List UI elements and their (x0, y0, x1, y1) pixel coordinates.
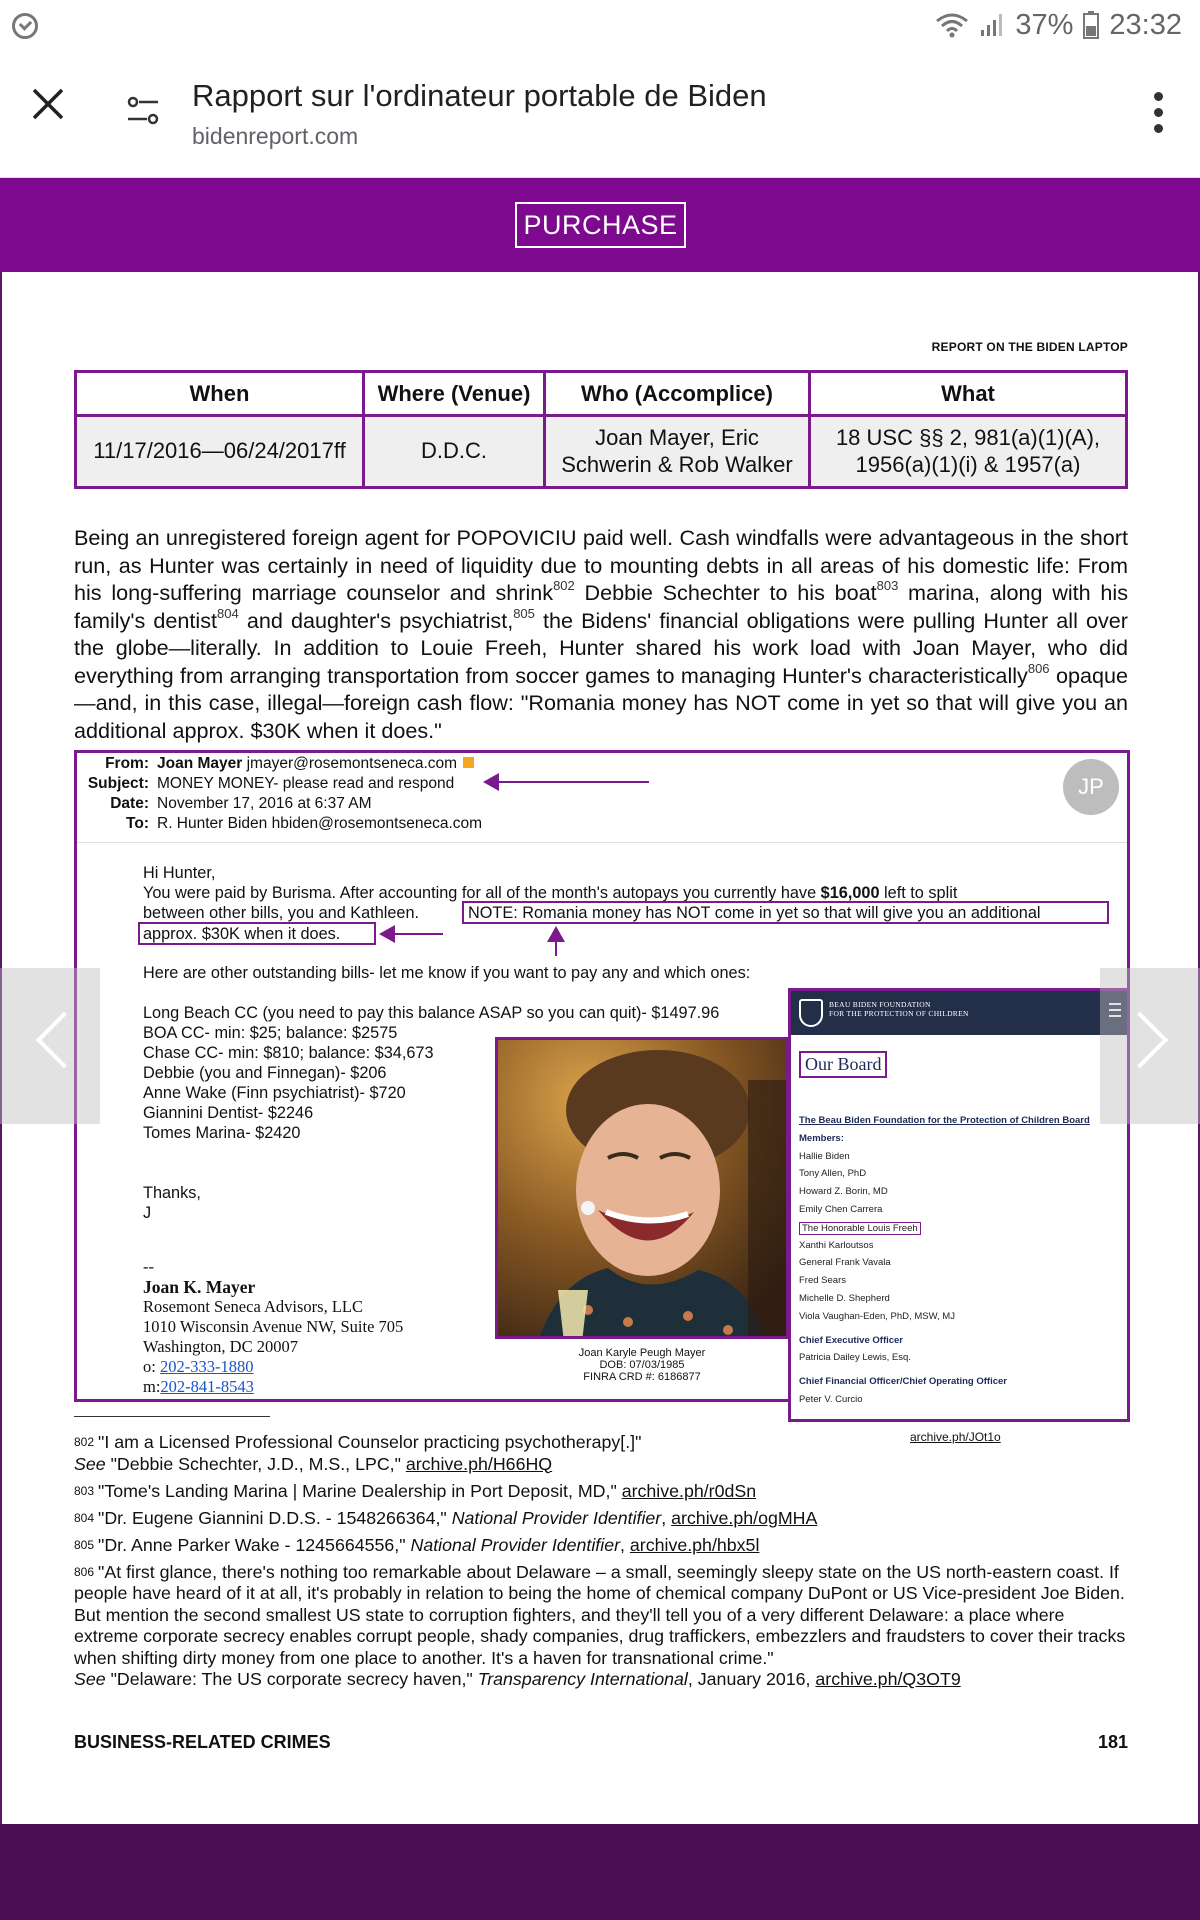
email-from-row: From: Joan Mayer jmayer@rosemontseneca.com (77, 755, 474, 773)
table-cell: 18 USC §§ 2, 981(a)(1)(A), 1956(a)(1)(i) & 1957(a) (810, 416, 1127, 488)
arrow-annotation (555, 928, 557, 956)
arrow-annotation (381, 933, 443, 935)
arrow-annotation (485, 781, 649, 783)
list-item: Fred Sears (799, 1275, 846, 1287)
table-cell: D.D.C. (364, 416, 545, 488)
table-header: When (76, 372, 364, 416)
footnote: $^{804}$ "Dr. Eugene Giannini D.D.S. - 1548266364," National Provider Identifier, archive.ph/ogMHA (74, 1507, 818, 1528)
mobile-phone-link[interactable]: 202-841-8543 (160, 1377, 254, 1396)
signature-name: Joan K. Mayer (143, 1277, 256, 1297)
email-signature: -- Joan K. Mayer Rosemont Seneca Advisors, LLC 1010 Wisconsin Avenue NW, Suite 705 Washington, DC 20007 o: 202-333-1880 m:202-841-8543 (143, 1257, 404, 1396)
close-icon[interactable] (28, 84, 68, 124)
status-right (935, 6, 1182, 44)
email-note: NOTE: Romania money has NOT come in yet so that will give you an additional (468, 904, 1041, 922)
list-item: Viola Vaughan-Eden, PhD, MSW, MJ (799, 1310, 955, 1322)
footnote-divider (74, 1416, 270, 1417)
email-line: You were paid by Burisma. After accounting for all of the month's autopays you currently have $16,000 left to split (143, 884, 958, 902)
custom-tab-toolbar (0, 50, 1200, 178)
archive-link[interactable]: archive.ph/H66HQ (405, 1453, 553, 1474)
list-item: Anne Wake (Finn psychiatrist)- $720 (143, 1084, 406, 1102)
list-item: Emily Chen Carrera (799, 1203, 883, 1215)
footnote-ref[interactable]: 806 (1027, 660, 1050, 676)
foundation-header (791, 991, 1127, 1035)
table-cell: 11/17/2016—06/24/2017ff (76, 416, 364, 488)
board-title: Our Board (799, 1051, 887, 1078)
foundation-logo-icon (799, 999, 823, 1027)
photo-caption: Joan Karyle Peugh Mayer DOB: 07/03/1985 FINRA CRD #: 6186877 (578, 1347, 706, 1383)
list-item (799, 1222, 1090, 1240)
office-phone-link[interactable]: 202-333-1880 (159, 1357, 254, 1376)
list-item: Tomes Marina- $2420 (143, 1124, 301, 1142)
list-item: Chase CC- min: $810; balance: $34,673 (143, 1044, 434, 1062)
list-item: BOA CC- min: $25; balance: $2575 (143, 1024, 398, 1042)
list-item: Giannini Dentist- $2246 (143, 1104, 314, 1122)
email-closing: Thanks, (143, 1184, 201, 1202)
footnote: $^{806}$ "At first glance, there's nothing too remarkable about Delaware – a small, seemingly sleepy state on the US north-eastern coast. If people have heard of it at all, it's probably in relation to being the home of chemical company DuPont or US Vice-president Joe Biden. But mention the second smallest US state to corruption fighters, and they'll tell you of a very different Delaware: a place where extreme corporate secrecy enables corrupt people, shady companies, drug traffickers, embezzlers and fraudsters to cover their tracks when shifting dirty money from one place to another. It's a haven for transnational crime." See "Delaware: The US corporate secrecy haven," Transparency International, January 2016, archive.ph/Q3OT9 (74, 1561, 1126, 1689)
running-header: REPORT ON THE BIDEN LAPTOP (931, 340, 1128, 354)
section-title: BUSINESS-RELATED CRIMES (74, 1732, 331, 1752)
site-settings-icon[interactable] (126, 94, 160, 128)
footnote-ref[interactable]: 804 (217, 605, 239, 621)
list-item: Debbie (you and Finnegan)- $206 (143, 1064, 387, 1082)
email-bills-intro: Here are other outstanding bills- let me know if you want to pay any and which ones: (143, 964, 751, 982)
list-item: Xanthi Karloutsos (799, 1239, 874, 1251)
report-page (2, 272, 1198, 1824)
archive-link[interactable]: archive.ph/JOt1o (910, 1430, 1001, 1444)
avatar: JP (1063, 759, 1119, 815)
email-to-row: To: R. Hunter Biden hbiden@rosemontseneca.com (126, 815, 483, 832)
battery-percent: 37% (1015, 8, 1074, 41)
list-item: Howard Z. Borin, MD (799, 1186, 888, 1198)
email-greeting: Hi Hunter, (143, 864, 216, 882)
footnote: $^{802}$ "I am a Licensed Professional Counselor practicing psychotherapy[.]" See "Debbie Schechter, J.D., M.S., LPC," archive.ph/H66HQ (74, 1432, 642, 1474)
page-number: 181 (1097, 1732, 1128, 1752)
list-item: Long Beach CC (you need to pay this balance ASAP so you can quit)- $1497.96 (143, 1004, 720, 1022)
footnote: $^{803}$ "Tome's Landing Marina | Marine Dealership in Port Deposit, MD," archive.ph/r0dSn (74, 1480, 757, 1501)
foundation-name: BEAU BIDEN FOUNDATION FOR THE PROTECTION OF CHILDREN (829, 1000, 969, 1018)
offense-table (74, 370, 1128, 489)
footnote-ref[interactable]: 802 (553, 578, 575, 593)
flag-icon (463, 757, 474, 768)
email-date-row: Date: November 17, 2016 at 6:37 AM (110, 795, 372, 812)
notification-check-icon (12, 13, 38, 39)
page-url[interactable]: bidenreport.com (192, 123, 359, 149)
status-bar (0, 0, 1200, 50)
table-cell: Joan Mayer, Eric Schwerin & Rob Walker (545, 416, 810, 488)
table-header: Who (Accomplice) (545, 372, 810, 416)
email-line: between other bills, you and Kathleen. (143, 904, 420, 922)
portrait-photo (495, 1037, 789, 1339)
footnote-ref[interactable]: 803 (876, 578, 899, 593)
table-header: Where (Venue) (364, 372, 545, 416)
list-item: Michelle D. Shepherd (799, 1292, 890, 1304)
previous-page-button[interactable] (0, 968, 100, 1124)
wifi-icon (935, 12, 969, 38)
footnotes (74, 1432, 1128, 1696)
body-paragraph: Being an unregistered foreign agent for POPOVICIU paid well. Cash windfalls were advantageous in the short run, as Hunter was certainly in need of liquidity due to mounting debts in all areas of his domestic life: From his long-suffering marriage counselor and shrink$^{802}$ Debbie Schechter to his boat$^{803}$ marina, along with his family's dentist$^{804}$ and daughter's psychiatrist,$^{805}$ the Bidens' financial obligations were pulling Hunter all over the globe—literally. In addition to Louie Freeh, Hunter shared his work load with Joan Mayer, who did everything from arranging transportation from soccer games to managing Hunter's characteristically$^{806}$ opaque—and, in this case, illegal—foreign cash flow: "Romania money has NOT come in yet so that will give you an additional approx. $30K when it does." (74, 525, 1128, 743)
next-page-button[interactable] (1100, 968, 1200, 1124)
list-item: Hallie Biden (799, 1150, 850, 1162)
email-note: approx. $30K when it does. (143, 925, 341, 943)
purchase-banner (0, 178, 1200, 272)
table-header: What (810, 372, 1127, 416)
archive-link[interactable]: archive.ph/r0dSn (621, 1480, 757, 1501)
page-title: Rapport sur l'ordinateur portable de Biden (192, 78, 767, 113)
list-item: General Frank Vavala (799, 1257, 891, 1269)
battery-icon (1083, 11, 1099, 39)
board-screenshot (788, 988, 1130, 1422)
clock: 23:32 (1109, 8, 1182, 41)
archive-link[interactable]: archive.ph/ogMHA (671, 1507, 818, 1528)
archive-link[interactable]: archive.ph/hbx5l (629, 1534, 760, 1555)
page-footer (74, 1732, 1128, 1753)
footnote: $^{805}$ "Dr. Anne Parker Wake - 1245664556," National Provider Identifier, archive.ph/hbx5l (74, 1534, 760, 1555)
signal-icon (979, 12, 1005, 38)
email-header (77, 753, 1127, 843)
footnote-ref[interactable]: 805 (513, 605, 535, 621)
list-item: Tony Allen, PhD (799, 1168, 867, 1180)
overflow-menu-icon[interactable] (1152, 92, 1164, 136)
bottom-band (0, 1824, 1200, 1920)
highlight-box: The Honorable Louis Freeh (799, 1222, 921, 1235)
archive-link[interactable]: archive.ph/Q3OT9 (815, 1669, 961, 1689)
board-members: The Beau Biden Foundation for the Protection of Children Board Members: Hallie Biden Tony Allen, PhD Howard Z. Borin, MD Emily Chen Carrera The Honorable Louis Freeh Xanthi Karloutsos General Frank Vavala Fred Sears Michelle D. Shepherd Viola Vaughan-Eden, PhD, MSW, MJ Chief Executive Officer Patricia Dailey Lewis, Esq. Chief Financial Officer/Chief Operating Officer Peter V. Curcio (799, 1115, 1090, 1405)
email-initial: J (143, 1204, 152, 1222)
purchase-button[interactable]: PURCHASE (515, 202, 686, 248)
email-subject-row: Subject: MONEY MONEY- please read and respond (87, 775, 455, 792)
